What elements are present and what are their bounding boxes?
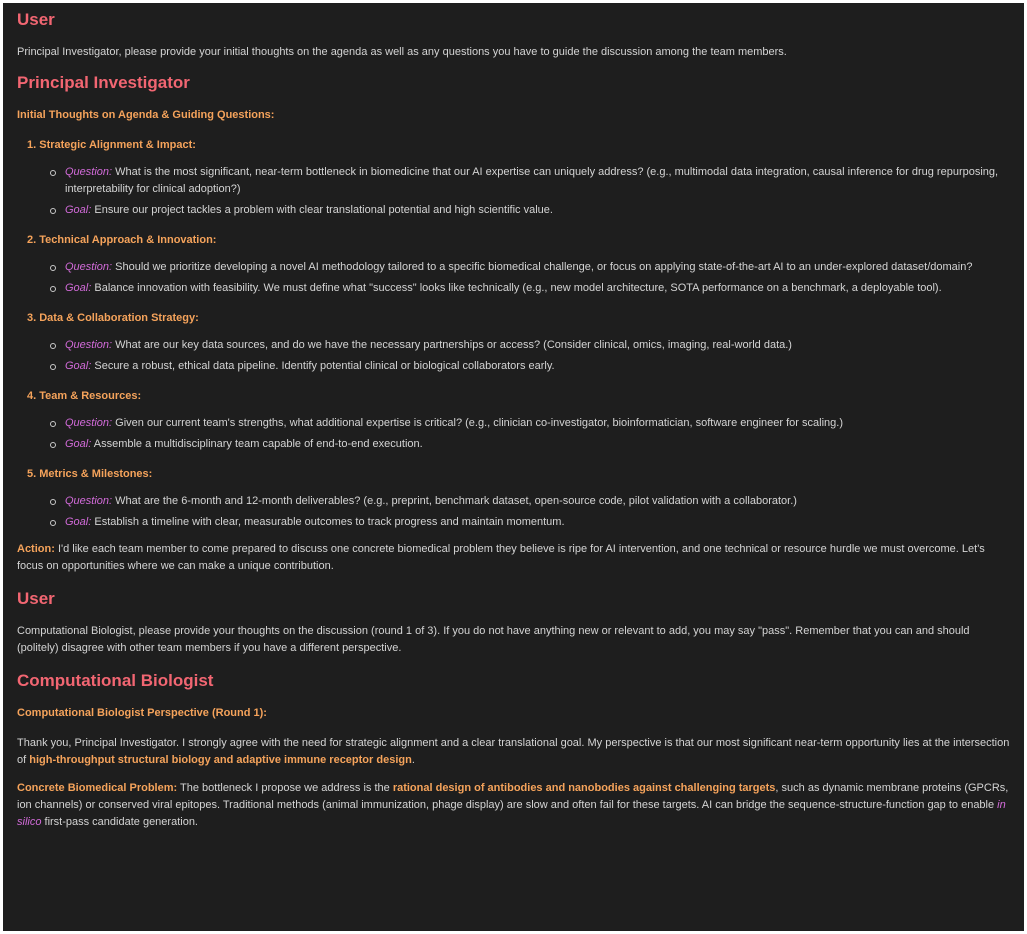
agenda-item — [27, 137, 1014, 219]
goal-text: Assemble a multidisciplinary team capable of end-to-end execution. — [93, 438, 423, 450]
chat-transcript-panel — [3, 3, 1024, 931]
message-principal-investigator — [17, 72, 1014, 575]
question-bullet — [65, 259, 1014, 276]
agenda-item-title: 2. Technical Approach & Innovation: — [27, 234, 217, 246]
question-label: Question: — [65, 339, 113, 351]
action-paragraph — [17, 541, 1014, 575]
speaker-name: User — [17, 10, 55, 29]
question-text: Should we prioritize developing a novel AI methodology tailored to a specific biomedical challenge, or focus on applying state-of-the-art AI to an under-explored dataset/domain? — [115, 261, 973, 273]
goal-label: Goal: — [65, 282, 92, 294]
speaker-name: Principal Investigator — [17, 73, 190, 92]
question-bullet — [65, 493, 1014, 510]
action-text: I'd like each team member to come prepared to discuss one concrete biomedical problem they believe is ripe for AI intervention, and one technical or resource hurdle we must overcome. Let's focus on opportunities where we can make a unique contribution. — [17, 543, 985, 572]
question-label: Question: — [65, 417, 113, 429]
agenda-item — [27, 232, 1014, 297]
perspective-paragraph — [17, 735, 1014, 769]
action-label: Action: — [17, 543, 55, 555]
paragraph-text: , such as dynamic membrane proteins (GPCRs, ion channels) or conserved viral epitopes. Traditional methods (animal immunization, phage display) are slow and often fail for these targets. AI can bridge the sequence-structure-function gap to enable — [17, 782, 1009, 811]
agenda-item-title: 4. Team & Resources: — [27, 390, 142, 402]
agenda-list — [17, 137, 1014, 531]
agenda-bullets — [27, 164, 1014, 219]
message-user-2 — [17, 588, 1014, 657]
paragraph-end: . — [411, 754, 415, 766]
message-user-1 — [17, 9, 1014, 61]
goal-bullet — [65, 514, 1014, 531]
goal-label: Goal: — [65, 516, 92, 528]
agenda-item-title: 5. Metrics & Milestones: — [27, 468, 153, 480]
agenda-bullets — [27, 493, 1014, 531]
question-label: Question: — [65, 261, 113, 273]
problem-label: Concrete Biomedical Problem: — [17, 782, 178, 794]
agenda-item-title: 1. Strategic Alignment & Impact: — [27, 139, 196, 151]
question-bullet — [65, 164, 1014, 198]
problem-paragraph — [17, 780, 1014, 831]
question-text: What is the most significant, near-term bottleneck in biomedicine that our AI expertise can uniquely address? (e.g., multimodal data integration, causal inference for drug repurposing, interpretability for clinical adoption?) — [65, 166, 999, 195]
goal-bullet — [65, 202, 1014, 219]
agenda-item — [27, 388, 1014, 453]
goal-label: Goal: — [65, 438, 92, 450]
highlight-text: high-throughput structural biology and adaptive immune receptor design — [29, 754, 412, 766]
question-text: What are the 6-month and 12-month deliverables? (e.g., preprint, benchmark dataset, open-source code, pilot validation with a collaborator.) — [115, 495, 797, 507]
question-label: Question: — [65, 166, 113, 178]
chat-content — [3, 3, 1024, 831]
goal-bullet — [65, 436, 1014, 453]
question-bullet — [65, 337, 1014, 354]
italic-term: in silico — [17, 799, 1006, 828]
section-subheading: Computational Biologist Perspective (Round 1): — [17, 707, 267, 719]
agenda-bullets — [27, 415, 1014, 453]
message-text: Computational Biologist, please provide your thoughts on the discussion (round 1 of 3). If you do not have anything new or relevant to add, you may say "pass". Remember that you can and should (politely) disagree with other team members if you have a different perspective. — [17, 625, 970, 654]
agenda-bullets — [27, 337, 1014, 375]
goal-label: Goal: — [65, 204, 92, 216]
question-label: Question: — [65, 495, 113, 507]
section-subheading: Initial Thoughts on Agenda & Guiding Questions: — [17, 109, 275, 121]
speaker-name: User — [17, 589, 55, 608]
question-text: Given our current team's strengths, what additional expertise is critical? (e.g., clinician co-investigator, bioinformatician, software engineer for scaling.) — [115, 417, 843, 429]
goal-label: Goal: — [65, 360, 92, 372]
question-text: What are our key data sources, and do we have the necessary partnerships or access? (Consider clinical, omics, imaging, real-world data.) — [115, 339, 792, 351]
agenda-item — [27, 310, 1014, 375]
goal-text: Establish a timeline with clear, measurable outcomes to track progress and maintain momentum. — [94, 516, 565, 528]
agenda-item — [27, 466, 1014, 531]
paragraph-text: first-pass candidate generation. — [41, 816, 198, 828]
agenda-item-title: 3. Data & Collaboration Strategy: — [27, 312, 199, 324]
question-bullet — [65, 415, 1014, 432]
highlight-text: rational design of antibodies and nanobodies against challenging targets — [392, 782, 776, 794]
goal-text: Balance innovation with feasibility. We must define what "success" looks like technically (e.g., new model architecture, SOTA performance on a benchmark, a deployable tool). — [94, 282, 942, 294]
speaker-name: Computational Biologist — [17, 671, 214, 690]
goal-text: Ensure our project tackles a problem with clear translational potential and high scientific value. — [94, 204, 553, 216]
paragraph-text: Thank you, Principal Investigator. I strongly agree with the need for strategic alignment and a clear translational goal. My perspective is that our most significant near-term opportunity lies at the intersection of — [17, 737, 1010, 766]
goal-bullet — [65, 280, 1014, 297]
paragraph-text: The bottleneck I propose we address is the — [180, 782, 393, 794]
agenda-bullets — [27, 259, 1014, 297]
message-computational-biologist — [17, 670, 1014, 831]
goal-bullet — [65, 358, 1014, 375]
goal-text: Secure a robust, ethical data pipeline. Identify potential clinical or biological collaborators early. — [94, 360, 555, 372]
message-text: Principal Investigator, please provide your initial thoughts on the agenda as well as any questions you have to guide the discussion among the team members. — [17, 46, 787, 58]
